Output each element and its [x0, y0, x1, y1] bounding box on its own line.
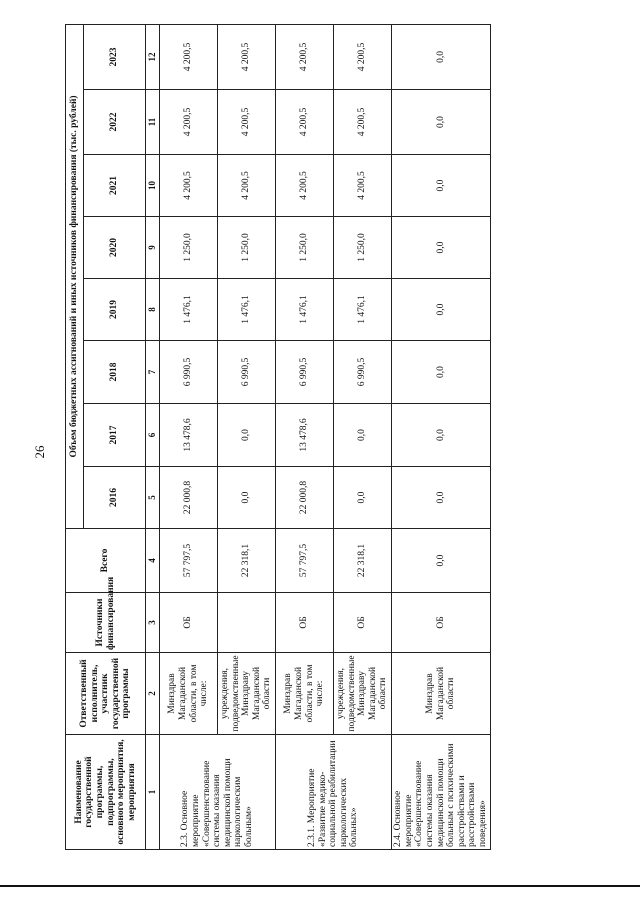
value-cell: 4 200,5	[160, 24, 218, 89]
column-number: 7	[146, 341, 160, 404]
value-cell: 0,0	[392, 279, 491, 341]
total-cell: 57 797,5	[160, 529, 218, 593]
value-cell: 4 200,5	[218, 155, 276, 217]
value-cell: 0,0	[392, 155, 491, 217]
value-cell: 1 476,1	[218, 279, 276, 341]
header-year: 2022	[84, 90, 146, 155]
value-cell: 13 478,6	[276, 404, 334, 467]
total-cell: 22 318,1	[218, 529, 276, 593]
column-number: 4	[146, 529, 160, 593]
column-number: 6	[146, 404, 160, 467]
total-cell: 22 318,1	[334, 529, 392, 593]
bottom-rule	[0, 885, 640, 887]
value-cell: 4 200,5	[218, 90, 276, 155]
header-year: 2018	[84, 341, 146, 404]
value-cell: 1 476,1	[334, 279, 392, 341]
header-volume: Объем бюджетных ассигнований и иных источников финансирования (тыс. рублей)	[66, 24, 84, 528]
value-cell: 4 200,5	[276, 24, 334, 89]
header-source: Источники финансирования	[66, 593, 146, 653]
column-number: 8	[146, 279, 160, 341]
header-year: 2019	[84, 279, 146, 341]
total-cell: 0,0	[392, 529, 491, 593]
value-cell: 4 200,5	[160, 90, 218, 155]
value-cell: 6 990,5	[334, 341, 392, 404]
column-number: 1	[146, 735, 160, 850]
value-cell: 1 476,1	[276, 279, 334, 341]
value-cell: 4 200,5	[334, 155, 392, 217]
value-cell: 4 200,5	[334, 24, 392, 89]
source-cell: ОБ	[334, 593, 392, 653]
value-cell: 1 476,1	[160, 279, 218, 341]
column-number: 11	[146, 90, 160, 155]
executor-cell: Минздрав Магаданской области, в том числе:	[276, 653, 334, 735]
column-number: 10	[146, 155, 160, 217]
table-row	[218, 24, 276, 849]
value-cell: 0,0	[392, 217, 491, 279]
value-cell: 0,0	[392, 404, 491, 467]
header-year: 2021	[84, 155, 146, 217]
value-cell: 1 250,0	[160, 217, 218, 279]
value-cell: 1 250,0	[276, 217, 334, 279]
table-row	[334, 24, 392, 849]
value-cell: 0,0	[392, 90, 491, 155]
table-frame	[65, 25, 488, 850]
source-cell: ОБ	[160, 593, 218, 653]
value-cell: 13 478,6	[160, 404, 218, 467]
value-cell: 0,0	[218, 467, 276, 529]
table-row	[160, 24, 218, 849]
executor-cell: Минздрав Магаданской области	[392, 653, 491, 735]
total-cell: 57 797,5	[276, 529, 334, 593]
header-year: 2023	[84, 24, 146, 89]
column-number: 5	[146, 467, 160, 529]
value-cell: 6 990,5	[160, 341, 218, 404]
rotated-table-wrapper	[65, 25, 488, 850]
executor-cell: учреждения, подведомственные Минздраву Магаданской области	[218, 653, 276, 735]
column-number: 2	[146, 653, 160, 735]
value-cell: 4 200,5	[334, 90, 392, 155]
financing-table	[65, 24, 491, 850]
value-cell: 0,0	[218, 404, 276, 467]
value-cell: 4 200,5	[160, 155, 218, 217]
value-cell: 4 200,5	[276, 155, 334, 217]
page-number: 26	[32, 445, 47, 459]
header-year: 2017	[84, 404, 146, 467]
row-name: 2.3.1. Мероприятие «Развитие медико-социальной реабилитации наркологических больных»	[276, 735, 392, 850]
source-cell	[218, 593, 276, 653]
table-row	[392, 24, 491, 849]
column-number: 3	[146, 593, 160, 653]
value-cell: 4 200,5	[218, 24, 276, 89]
value-cell: 1 250,0	[218, 217, 276, 279]
value-cell: 0,0	[392, 467, 491, 529]
value-cell: 22 000,8	[276, 467, 334, 529]
executor-cell: Минздрав Магаданской области, в том числе:	[160, 653, 218, 735]
source-cell: ОБ	[392, 593, 491, 653]
table-row	[276, 24, 334, 849]
value-cell: 4 200,5	[276, 90, 334, 155]
value-cell: 0,0	[392, 24, 491, 89]
header-year: 2020	[84, 217, 146, 279]
source-cell: ОБ	[276, 593, 334, 653]
value-cell: 22 000,8	[160, 467, 218, 529]
header-year: 2016	[84, 467, 146, 529]
executor-cell: учреждения, подведомственные Минздраву Магаданской области	[334, 653, 392, 735]
header-name: Наименование государственной программы, подпрограммы, основного мероприятия, мероприятия	[66, 735, 146, 850]
column-number: 12	[146, 24, 160, 89]
row-name: 2.3. Основное мероприятие «Совершенствование системы оказания медицинской помощи наркологическим больным»	[160, 735, 276, 850]
column-number: 9	[146, 217, 160, 279]
header-total: Всего	[66, 529, 146, 593]
value-cell: 0,0	[334, 467, 392, 529]
header-executor: Ответственный исполнитель, участник государственной программы	[66, 653, 146, 735]
value-cell: 6 990,5	[276, 341, 334, 404]
value-cell: 0,0	[334, 404, 392, 467]
row-name: 2.4. Основное мероприятие «Совершенствование системы оказания медицинской помощи больным с психическими расстройствами и расстройствами поведения»	[392, 735, 491, 850]
value-cell: 0,0	[392, 341, 491, 404]
value-cell: 6 990,5	[218, 341, 276, 404]
value-cell: 1 250,0	[334, 217, 392, 279]
